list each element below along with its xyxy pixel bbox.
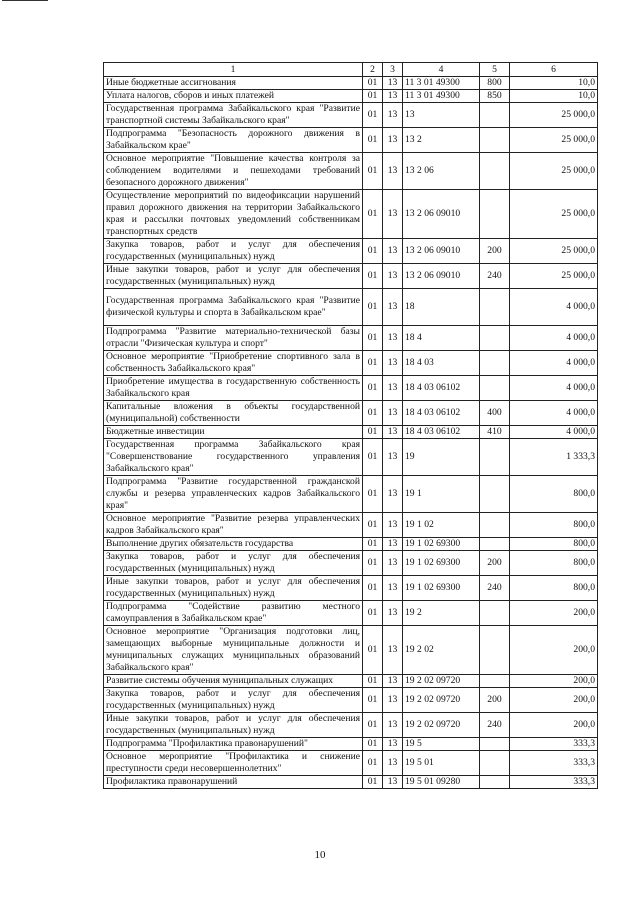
section-code-cell: 01 [363,675,383,688]
target-article-cell: 18 4 03 06102 [403,376,480,401]
row-name-cell: Иные бюджетные ассигнования [104,77,363,90]
table-row [104,688,598,713]
expense-type-cell: 200 [480,239,510,264]
row-name-cell: Основное мероприятие "Организация подготовки лиц, замещающих выборные муниципальные должности и муниципальных служащих муниципальных образований Забайкальского края" [104,626,363,675]
expense-type-cell [480,751,510,776]
section-code-cell: 01 [363,776,383,789]
expense-type-cell [480,776,510,789]
amount-cell: 4 000,0 [510,289,598,326]
target-article-cell: 18 4 03 06102 [403,426,480,439]
row-name-cell: Капитальные вложения в объекты государственной (муниципальной) собственности [104,401,363,426]
amount-cell: 333,3 [510,776,598,789]
section-code-cell: 01 [363,190,383,239]
subsection-code-cell: 13 [383,601,403,626]
amount-cell: 200,0 [510,688,598,713]
subsection-code-cell: 13 [383,776,403,789]
amount-cell: 200,0 [510,713,598,738]
amount-cell: 200,0 [510,675,598,688]
section-code-cell: 01 [363,426,383,439]
expense-type-cell: 200 [480,688,510,713]
row-name-cell: Бюджетные инвестиции [104,426,363,439]
target-article-cell: 19 1 02 69300 [403,551,480,576]
table-row [104,128,598,153]
subsection-code-cell: 13 [383,77,403,90]
target-article-cell: 19 2 [403,601,480,626]
table-row [104,426,598,439]
table-row [104,376,598,401]
expense-type-cell [480,376,510,401]
row-name-cell: Развитие системы обучения муниципальных служащих [104,675,363,688]
target-article-cell: 18 4 03 [403,351,480,376]
subsection-code-cell: 13 [383,90,403,103]
row-name-cell: Подпрограмма "Профилактика правонарушений" [104,738,363,751]
section-code-cell: 01 [363,751,383,776]
table-row [104,289,598,326]
subsection-code-cell: 13 [383,128,403,153]
section-code-cell: 01 [363,289,383,326]
expense-type-cell [480,439,510,476]
row-name-cell: Профилактика правонарушений [104,776,363,789]
column-header-3: 3 [383,63,403,77]
table-row [104,439,598,476]
amount-cell: 200,0 [510,601,598,626]
target-article-cell: 11 3 01 49300 [403,77,480,90]
target-article-cell: 13 2 [403,128,480,153]
page-number: 10 [314,849,326,861]
target-article-cell: 13 2 06 09010 [403,264,480,289]
row-name-cell: Выполнение других обязательств государства [104,538,363,551]
target-article-cell: 19 2 02 09720 [403,688,480,713]
amount-cell: 25 000,0 [510,128,598,153]
row-name-cell: Приобретение имущества в государственную собственность Забайкальского края [104,376,363,401]
row-name-cell: Основное мероприятие "Приобретение спортивного зала в собственность Забайкальского края" [104,351,363,376]
amount-cell: 25 000,0 [510,190,598,239]
amount-cell: 4 000,0 [510,376,598,401]
expense-type-cell: 240 [480,264,510,289]
subsection-code-cell: 13 [383,751,403,776]
row-name-cell: Подпрограмма "Безопасность дорожного движения в Забайкальском крае" [104,128,363,153]
row-name-cell: Закупка товаров, работ и услуг для обеспечения государственных (муниципальных) нужд [104,688,363,713]
table-row [104,153,598,190]
row-name-cell: Государственная программа Забайкальского края "Совершенствование государственного управления Забайкальского края" [104,439,363,476]
section-code-cell: 01 [363,351,383,376]
section-code-cell: 01 [363,576,383,601]
section-code-cell: 01 [363,476,383,513]
target-article-cell: 18 4 [403,326,480,351]
section-code-cell: 01 [363,128,383,153]
table-row [104,751,598,776]
section-code-cell: 01 [363,713,383,738]
row-name-cell: Основное мероприятие "Профилактика и снижение преступности среди несовершеннолетних" [104,751,363,776]
subsection-code-cell: 13 [383,675,403,688]
amount-cell: 25 000,0 [510,264,598,289]
subsection-code-cell: 13 [383,289,403,326]
column-header-2: 2 [363,63,383,77]
expense-type-cell [480,289,510,326]
expense-type-cell: 400 [480,401,510,426]
target-article-cell: 18 [403,289,480,326]
amount-cell: 800,0 [510,538,598,551]
section-code-cell: 01 [363,551,383,576]
subsection-code-cell: 13 [383,103,403,128]
budget-table [103,62,598,789]
expense-type-cell [480,476,510,513]
amount-cell: 4 000,0 [510,351,598,376]
section-code-cell: 01 [363,326,383,351]
target-article-cell: 19 5 01 [403,751,480,776]
target-article-cell: 19 [403,439,480,476]
section-code-cell: 01 [363,264,383,289]
table-row [104,513,598,538]
subsection-code-cell: 13 [383,551,403,576]
subsection-code-cell: 13 [383,153,403,190]
expense-type-cell: 800 [480,77,510,90]
section-code-cell: 01 [363,90,383,103]
subsection-code-cell: 13 [383,476,403,513]
amount-cell: 10,0 [510,77,598,90]
section-code-cell: 01 [363,376,383,401]
target-article-cell: 19 2 02 09720 [403,675,480,688]
table-row [104,90,598,103]
table-row [104,326,598,351]
target-article-cell: 18 4 03 06102 [403,401,480,426]
target-article-cell: 13 [403,103,480,128]
section-code-cell: 01 [363,688,383,713]
row-name-cell: Государственная программа Забайкальского края "Развитие транспортной системы Забайкальского края" [104,103,363,128]
amount-cell: 333,3 [510,751,598,776]
section-code-cell: 01 [363,738,383,751]
target-article-cell: 19 2 02 [403,626,480,675]
table-row [104,576,598,601]
table-row [104,103,598,128]
row-name-cell: Основное мероприятие "Развитие резерва управленческих кадров Забайкальского края" [104,513,363,538]
expense-type-cell [480,128,510,153]
row-name-cell: Иные закупки товаров, работ и услуг для обеспечения государственных (муниципальных) нужд [104,264,363,289]
row-name-cell: Осуществление мероприятий по видеофиксации нарушений правил дорожного движения на территории Забайкальского края и рассылки почтовых уведомлений собственникам транспортных средств [104,190,363,239]
row-name-cell: Закупка товаров, работ и услуг для обеспечения государственных (муниципальных) нужд [104,239,363,264]
expense-type-cell [480,601,510,626]
target-article-cell: 19 1 [403,476,480,513]
subsection-code-cell: 13 [383,351,403,376]
amount-cell: 4 000,0 [510,426,598,439]
column-header-1: 1 [104,63,363,77]
amount-cell: 800,0 [510,476,598,513]
table-header-row [104,63,598,77]
column-header-5: 5 [480,63,510,77]
subsection-code-cell: 13 [383,576,403,601]
amount-cell: 333,3 [510,738,598,751]
table-row [104,601,598,626]
table-row [104,738,598,751]
row-name-cell: Подпрограмма "Содействие развитию местного самоуправления в Забайкальском крае" [104,601,363,626]
subsection-code-cell: 13 [383,688,403,713]
subsection-code-cell: 13 [383,326,403,351]
row-name-cell: Подпрограмма "Развитие государственной гражданской службы и резерва управленческих кадров Забайкальского края" [104,476,363,513]
target-article-cell: 19 1 02 [403,513,480,538]
amount-cell: 1 333,3 [510,439,598,476]
row-name-cell: Основное мероприятие "Повышение качества контроля за соблюдением водителями и пешеходами требований безопасного дорожного движения" [104,153,363,190]
table-row [104,264,598,289]
target-article-cell: 19 2 02 09720 [403,713,480,738]
expense-type-cell [480,326,510,351]
amount-cell: 800,0 [510,551,598,576]
subsection-code-cell: 13 [383,713,403,738]
amount-cell: 25 000,0 [510,103,598,128]
section-code-cell: 01 [363,401,383,426]
section-code-cell: 01 [363,626,383,675]
row-name-cell: Иные закупки товаров, работ и услуг для обеспечения государственных (муниципальных) нужд [104,576,363,601]
table-row [104,476,598,513]
expense-type-cell: 240 [480,576,510,601]
section-code-cell: 01 [363,239,383,264]
table-row [104,77,598,90]
target-article-cell: 19 1 02 69300 [403,538,480,551]
target-article-cell: 19 5 [403,738,480,751]
expense-type-cell: 200 [480,551,510,576]
header-rule [2,0,48,1]
section-code-cell: 01 [363,439,383,476]
subsection-code-cell: 13 [383,538,403,551]
target-article-cell: 13 2 06 [403,153,480,190]
column-header-4: 4 [403,63,480,77]
subsection-code-cell: 13 [383,239,403,264]
expense-type-cell: 850 [480,90,510,103]
expense-type-cell [480,351,510,376]
row-name-cell: Уплата налогов, сборов и иных платежей [104,90,363,103]
amount-cell: 25 000,0 [510,239,598,264]
expense-type-cell [480,153,510,190]
table-row [104,551,598,576]
table-row [104,776,598,789]
column-header-6: 6 [510,63,598,77]
subsection-code-cell: 13 [383,190,403,239]
expense-type-cell [480,626,510,675]
row-name-cell: Государственная программа Забайкальского края "Развитие физической культуры и спорта в Забайкальском крае" [104,289,363,326]
table-body [104,77,598,789]
section-code-cell: 01 [363,153,383,190]
target-article-cell: 19 1 02 69300 [403,576,480,601]
amount-cell: 4 000,0 [510,401,598,426]
amount-cell: 800,0 [510,576,598,601]
expense-type-cell [480,675,510,688]
table-row [104,675,598,688]
table-row [104,713,598,738]
subsection-code-cell: 13 [383,401,403,426]
expense-type-cell: 410 [480,426,510,439]
table-row [104,351,598,376]
amount-cell: 10,0 [510,90,598,103]
table-row [104,626,598,675]
target-article-cell: 13 2 06 09010 [403,239,480,264]
table-row [104,239,598,264]
section-code-cell: 01 [363,513,383,538]
expense-type-cell [480,190,510,239]
row-name-cell: Закупка товаров, работ и услуг для обеспечения государственных (муниципальных) нужд [104,551,363,576]
subsection-code-cell: 13 [383,426,403,439]
expense-type-cell [480,538,510,551]
target-article-cell: 13 2 06 09010 [403,190,480,239]
table-row [104,538,598,551]
amount-cell: 4 000,0 [510,326,598,351]
expense-type-cell [480,103,510,128]
table-row [104,190,598,239]
section-code-cell: 01 [363,538,383,551]
subsection-code-cell: 13 [383,439,403,476]
section-code-cell: 01 [363,77,383,90]
row-name-cell: Подпрограмма "Развитие материально-технической базы отрасли "Физическая культура и спорт" [104,326,363,351]
subsection-code-cell: 13 [383,264,403,289]
subsection-code-cell: 13 [383,513,403,538]
subsection-code-cell: 13 [383,738,403,751]
target-article-cell: 19 5 01 09280 [403,776,480,789]
expense-type-cell [480,513,510,538]
section-code-cell: 01 [363,601,383,626]
target-article-cell: 11 3 01 49300 [403,90,480,103]
expense-type-cell [480,738,510,751]
amount-cell: 25 000,0 [510,153,598,190]
amount-cell: 800,0 [510,513,598,538]
row-name-cell: Иные закупки товаров, работ и услуг для обеспечения государственных (муниципальных) нужд [104,713,363,738]
section-code-cell: 01 [363,103,383,128]
amount-cell: 200,0 [510,626,598,675]
subsection-code-cell: 13 [383,376,403,401]
expense-type-cell: 240 [480,713,510,738]
subsection-code-cell: 13 [383,626,403,675]
table-row [104,401,598,426]
